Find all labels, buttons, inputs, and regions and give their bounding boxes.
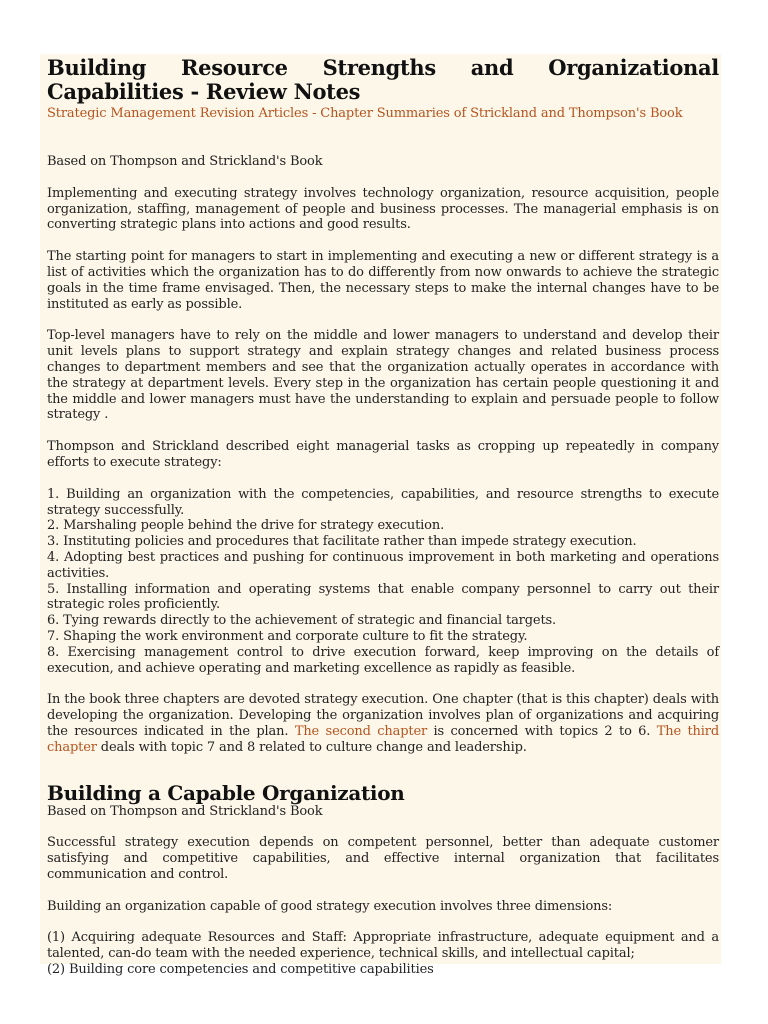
list-item: 8. Exercising management control to drive execution forward, keep improving on the details of execution, and achieve operating and marketing excellence as rapidly as feasible.: [47, 644, 719, 676]
list-item: 7. Shaping the work environment and corporate culture to fit the strategy.: [47, 628, 528, 644]
list-item: (2) Building core competencies and competitive capabilities: [47, 962, 434, 978]
chapters-text-b: is concerned with topics 2 to 6.: [433, 723, 651, 739]
section-source-note: Based on Thompson and Strickland's Book: [47, 803, 323, 819]
article-title: Building Resource Strengths and Organizational Capabilities - Review Notes: [47, 55, 719, 104]
article-content: [40, 54, 719, 978]
paragraph-top-level-managers: Top-level managers have to rely on the middle and lower managers to understand and develop their unit levels plans to support strategy and explain strategy changes and related business process changes to department members and see that the organization actually operates in accordance with the strategy at department levels. Every step in the organization has certain people questioning it and the middle and lower managers must have the understanding to explain and persuade people to follow strategy .: [47, 328, 719, 423]
list-item: 5. Installing information and operating systems that enable company personnel to carry out their strategic roles proficiently.: [47, 581, 719, 613]
list-item: 2. Marshaling people behind the drive for strategy execution.: [47, 518, 445, 534]
managerial-task-list: [47, 487, 719, 677]
paragraph-successful-execution: Successful strategy execution depends on competent personnel, better than adequate customer satisfying and competitive capabilities, and effective internal organization that facilitates communication and control.: [47, 835, 719, 882]
paragraph-three-dimensions: Building an organization capable of good strategy execution involves three dimensions:: [47, 898, 613, 914]
paragraph-eight-tasks-intro: Thompson and Strickland described eight managerial tasks as cropping up repeatedly in company efforts to execute strategy:: [47, 439, 719, 470]
list-item: 3. Instituting policies and procedures that facilitate rather than impede strategy execution.: [47, 534, 637, 550]
section-heading-capable-organization: Building a Capable Organization: [47, 780, 405, 805]
third-chapter-link[interactable]: The third chapter: [47, 723, 720, 755]
list-item: 6. Tying rewards directly to the achievement of strategic and financial targets.: [47, 613, 557, 629]
source-note: Based on Thompson and Strickland's Book: [47, 154, 323, 169]
chapters-text-a: In the book three chapters are devoted strategy execution. One chapter (that is this chapter) deals with developing the organization. Developing the organization involves plan of organizations and acquiring the resources indicated in the plan.: [47, 692, 719, 739]
paragraph-implementing: Implementing and executing strategy involves technology organization, resource acquisition, people organization, staffing, management of people and business processes. The managerial emphasis is on converting strategic plans into actions and good results.: [47, 185, 719, 233]
list-item: (1) Acquiring adequate Resources and Staff: Appropriate infrastructure, adequate equipment and a talented, can-do team with the needed experience, technical skills, and intellectual capital;: [47, 930, 719, 962]
article-subtitle-link[interactable]: Strategic Management Revision Articles - Chapter Summaries of Strickland and Thompson's Book: [47, 106, 683, 121]
chapters-text-c: deals with topic 7 and 8 related to culture change and leadership.: [100, 739, 527, 755]
paragraph-chapters: [47, 692, 719, 755]
second-chapter-link[interactable]: The second chapter: [294, 723, 428, 739]
paragraph-starting-point: The starting point for managers to start in implementing and executing a new or different strategy is a list of activities which the organization has to do differently from now onwards to achieve the strategic goals in the time frame envisaged. Then, the necessary steps to make the internal changes have to be instituted as early as possible.: [47, 249, 719, 312]
list-item: 1. Building an organization with the competencies, capabilities, and resource strengths to execute strategy successfully.: [47, 486, 719, 518]
article-page: [40, 54, 721, 978]
dimension-list: [47, 930, 719, 977]
list-item: 4. Adopting best practices and pushing for continuous improvement in both marketing and operations activities.: [47, 549, 719, 581]
